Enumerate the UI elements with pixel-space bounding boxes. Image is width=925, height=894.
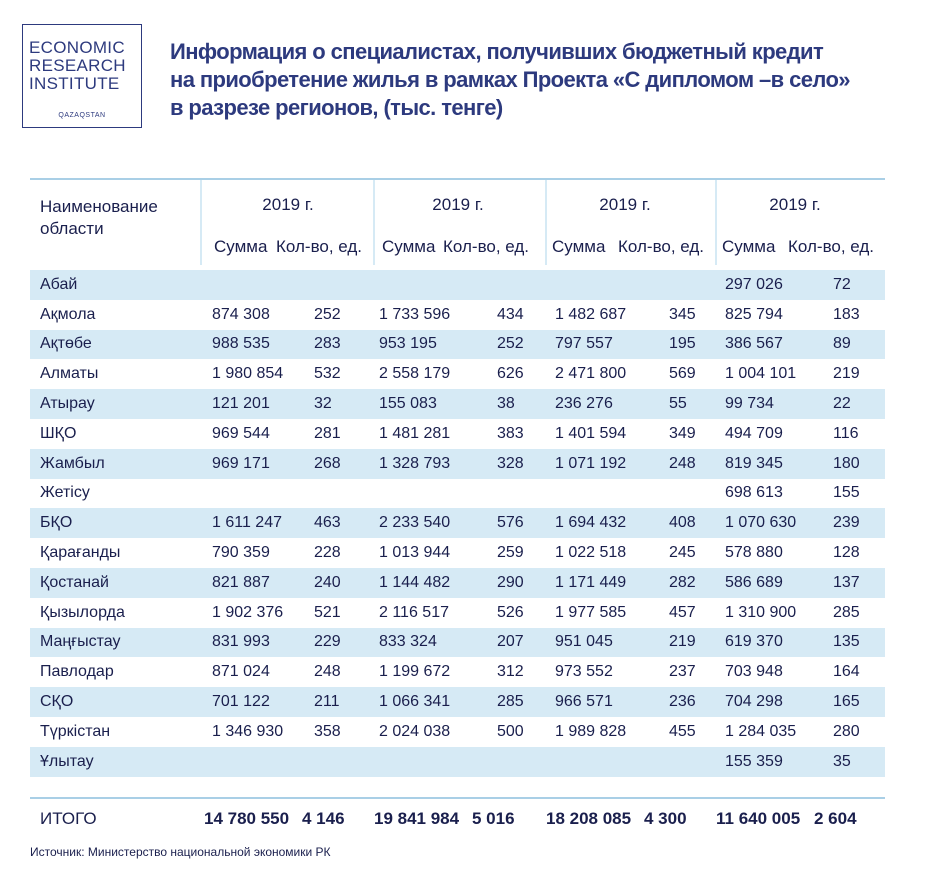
- count-cell: 72: [815, 270, 885, 300]
- region-name: Қызылорда: [40, 603, 125, 621]
- region-name: Ұлытау: [30, 747, 200, 777]
- count-cell: 240: [298, 568, 373, 598]
- count-cell: [645, 270, 717, 300]
- count-cell: 455: [669, 722, 696, 740]
- count-cell: 211: [298, 687, 373, 717]
- sum-cell: 874 308: [212, 305, 270, 323]
- sum-cell: 953 195: [373, 330, 473, 360]
- total-value: 5 016: [472, 809, 515, 828]
- count-cell: 245: [669, 544, 696, 562]
- count-cell: 259: [497, 544, 524, 562]
- header-sum: Сумма: [722, 237, 776, 256]
- sum-cell: [200, 270, 298, 300]
- count-cell: 195: [645, 330, 717, 360]
- region-name: Маңғыстау: [30, 628, 200, 658]
- total-value: 14 780 550: [204, 809, 290, 828]
- table-row: [30, 359, 885, 389]
- region-name: Түркістан: [40, 722, 111, 740]
- header-count: Кол-во, ед.: [276, 237, 363, 256]
- column-divider: [545, 180, 547, 265]
- count-cell: 285: [833, 603, 860, 621]
- region-name: Қостанай: [30, 568, 200, 598]
- sum-cell: 988 535: [200, 330, 298, 360]
- header-sum: Сумма: [214, 237, 268, 256]
- count-cell: 576: [473, 508, 545, 538]
- count-cell: 252: [473, 330, 545, 360]
- header-sum: Сумма: [382, 237, 436, 256]
- sum-cell: 1 071 192: [545, 449, 645, 479]
- sum-cell: 1 171 449: [545, 568, 645, 598]
- header-year-1: 2019 г.: [262, 195, 314, 214]
- count-cell: 268: [298, 449, 373, 479]
- sum-cell: 703 948: [725, 663, 783, 681]
- sum-cell: 1 328 793: [373, 449, 473, 479]
- count-cell: 569: [669, 365, 696, 383]
- table-row: [30, 330, 885, 360]
- table-row: [30, 508, 885, 538]
- count-cell: 236: [645, 687, 717, 717]
- sum-cell: 831 993: [200, 628, 298, 658]
- count-cell: 219: [645, 628, 717, 658]
- sum-cell: 578 880: [725, 544, 783, 562]
- table-top-rule: [30, 178, 885, 180]
- count-cell: 526: [497, 603, 524, 621]
- total-value: 11 640 005: [716, 809, 801, 828]
- sum-cell: 1 199 672: [379, 663, 451, 681]
- header-name-line-2: области: [40, 219, 104, 238]
- sum-cell: 494 709: [725, 424, 783, 442]
- header-count: Кол-во, ед.: [618, 237, 705, 256]
- table-row: [30, 687, 885, 717]
- count-cell: [473, 270, 545, 300]
- region-name: Атырау: [30, 389, 200, 419]
- total-value: 18 208 085: [546, 809, 632, 828]
- count-cell: 521: [314, 603, 341, 621]
- sum-cell: 2 024 038: [379, 722, 451, 740]
- count-cell: 248: [314, 663, 341, 681]
- count-cell: 345: [669, 305, 696, 323]
- sum-cell: [200, 747, 298, 777]
- count-cell: 283: [298, 330, 373, 360]
- table-row: [30, 300, 885, 330]
- sum-cell: 797 557: [545, 330, 645, 360]
- count-cell: [645, 479, 717, 509]
- table-row: [30, 717, 885, 747]
- header-year-2: 2019 г.: [432, 195, 484, 214]
- sum-cell: [545, 747, 645, 777]
- count-cell: 532: [314, 365, 341, 383]
- sum-cell: 701 122: [200, 687, 298, 717]
- sum-cell: 790 359: [212, 544, 270, 562]
- sum-cell: 155 359: [717, 747, 815, 777]
- sum-cell: 1 989 828: [555, 722, 627, 740]
- region-name: Қарағанды: [40, 544, 121, 562]
- table-row: [30, 449, 885, 479]
- count-cell: [473, 747, 545, 777]
- region-name: Ақмола: [40, 305, 96, 323]
- header-year-3: 2019 г.: [599, 195, 651, 214]
- total-row: [30, 797, 885, 839]
- sum-cell: 1 310 900: [725, 603, 797, 621]
- sum-cell: 1 401 594: [555, 424, 627, 442]
- count-cell: 165: [815, 687, 885, 717]
- count-cell: 463: [298, 508, 373, 538]
- sum-cell: 1 977 585: [555, 603, 627, 621]
- sum-cell: 1 022 518: [555, 544, 627, 562]
- sum-cell: [200, 479, 298, 509]
- sum-cell: 1 482 687: [555, 305, 627, 323]
- sum-cell: 871 024: [212, 663, 270, 681]
- count-cell: 500: [497, 722, 524, 740]
- count-cell: [645, 747, 717, 777]
- count-cell: 164: [833, 663, 860, 681]
- region-name: БҚО: [30, 508, 200, 538]
- sum-cell: 586 689: [717, 568, 815, 598]
- source-note: Источник: Министерство национальной экономики РК: [30, 845, 331, 859]
- sum-cell: 1 980 854: [212, 365, 284, 383]
- region-name: ШҚО: [40, 424, 77, 442]
- count-cell: 180: [815, 449, 885, 479]
- logo-sub: QAZAQSTAN: [58, 112, 106, 119]
- sum-cell: 619 370: [717, 628, 815, 658]
- count-cell: 183: [833, 305, 860, 323]
- sum-cell: 1 733 596: [379, 305, 451, 323]
- count-cell: 280: [833, 722, 860, 740]
- sum-cell: 1 144 482: [373, 568, 473, 598]
- count-cell: 207: [473, 628, 545, 658]
- region-name: Алматы: [40, 365, 99, 383]
- sum-cell: 821 887: [200, 568, 298, 598]
- count-cell: 135: [815, 628, 885, 658]
- header-count: Кол-во, ед.: [788, 237, 875, 256]
- header-name-line-1: Наименование: [40, 197, 158, 216]
- sum-cell: 698 613: [725, 484, 783, 502]
- count-cell: 32: [298, 389, 373, 419]
- sum-cell: 973 552: [555, 663, 613, 681]
- count-cell: 434: [497, 305, 524, 323]
- table-row: [30, 598, 885, 628]
- sum-cell: 121 201: [200, 389, 298, 419]
- count-cell: 55: [645, 389, 717, 419]
- sum-cell: [373, 270, 473, 300]
- count-cell: 239: [815, 508, 885, 538]
- title-line-3: в разрезе регионов, (тыс. тенге): [170, 95, 503, 120]
- sum-cell: 2 558 179: [379, 365, 451, 383]
- count-cell: 285: [473, 687, 545, 717]
- logo-line-3: INSTITUTE: [29, 74, 120, 93]
- sum-cell: 1 481 281: [379, 424, 451, 442]
- total-value: 4 300: [644, 809, 687, 828]
- title-line-2: на приобретение жилья в рамках Проекта «С дипломом –в село»: [170, 67, 850, 92]
- count-cell: 128: [833, 544, 860, 562]
- sum-cell: 2 116 517: [379, 603, 449, 621]
- total-value: 19 841 984: [374, 809, 460, 828]
- sum-cell: 704 298: [717, 687, 815, 717]
- header-count: Кол-во, ед.: [443, 237, 530, 256]
- sum-cell: [545, 479, 645, 509]
- table-row: [30, 538, 885, 568]
- sum-cell: 1 346 930: [212, 722, 284, 740]
- count-cell: 155: [833, 484, 860, 502]
- sum-cell: 1 013 944: [379, 544, 451, 562]
- count-cell: [298, 479, 373, 509]
- count-cell: [473, 479, 545, 509]
- table-row: [30, 657, 885, 687]
- count-cell: [298, 747, 373, 777]
- count-cell: 229: [298, 628, 373, 658]
- count-cell: 35: [815, 747, 885, 777]
- logo-line-1: ECONOMIC: [29, 38, 125, 57]
- region-name: Ақтөбе: [30, 330, 200, 360]
- sum-cell: 1 694 432: [545, 508, 645, 538]
- data-table: [30, 270, 885, 777]
- count-cell: 349: [669, 424, 696, 442]
- header-sum: Сумма: [552, 237, 606, 256]
- count-cell: 219: [833, 365, 860, 383]
- total-value: 2 604: [814, 809, 857, 828]
- sum-cell: 825 794: [725, 305, 783, 323]
- sum-cell: 1 066 341: [373, 687, 473, 717]
- page-title: [170, 38, 890, 122]
- sum-cell: 99 734: [717, 389, 815, 419]
- sum-cell: 297 026: [717, 270, 815, 300]
- column-divider: [200, 180, 202, 265]
- count-cell: 626: [497, 365, 524, 383]
- table-row: [30, 568, 885, 598]
- count-cell: 22: [815, 389, 885, 419]
- table-row: [30, 479, 885, 509]
- table-row: [30, 419, 885, 449]
- count-cell: 137: [815, 568, 885, 598]
- title-line-1: Информация о специалистах, получивших бюджетный кредит: [170, 39, 824, 64]
- count-cell: 228: [314, 544, 341, 562]
- count-cell: 248: [645, 449, 717, 479]
- count-cell: 358: [314, 722, 341, 740]
- sum-cell: 969 544: [212, 424, 270, 442]
- sum-cell: 969 171: [200, 449, 298, 479]
- table-row: [30, 747, 885, 777]
- total-value: 4 146: [302, 809, 345, 828]
- sum-cell: 386 567: [717, 330, 815, 360]
- count-cell: 237: [669, 663, 696, 681]
- sum-cell: 1 611 247: [200, 508, 298, 538]
- logo: [22, 24, 142, 128]
- column-divider: [715, 180, 717, 265]
- column-divider: [373, 180, 375, 265]
- count-cell: 252: [314, 305, 341, 323]
- count-cell: 290: [473, 568, 545, 598]
- sum-cell: 2 471 800: [555, 365, 627, 383]
- sum-cell: 951 045: [545, 628, 645, 658]
- sum-cell: 1 004 101: [725, 365, 797, 383]
- sum-cell: 1 902 376: [212, 603, 284, 621]
- table-row: [30, 270, 885, 300]
- header-year-4: 2019 г.: [769, 195, 821, 214]
- region-name: Жетісу: [40, 484, 90, 502]
- sum-cell: [373, 747, 473, 777]
- region-name: Павлодар: [40, 663, 114, 681]
- count-cell: 408: [645, 508, 717, 538]
- total-label: ИТОГО: [40, 809, 97, 828]
- sum-cell: 1 070 630: [717, 508, 815, 538]
- count-cell: 281: [314, 424, 341, 442]
- sum-cell: 2 233 540: [373, 508, 473, 538]
- table-row: [30, 389, 885, 419]
- sum-cell: [545, 270, 645, 300]
- count-cell: 328: [473, 449, 545, 479]
- count-cell: 116: [833, 424, 859, 442]
- count-cell: 282: [645, 568, 717, 598]
- region-name: СҚО: [30, 687, 200, 717]
- logo-line-2: RESEARCH: [29, 56, 126, 75]
- region-name: Жамбыл: [30, 449, 200, 479]
- count-cell: [298, 270, 373, 300]
- sum-cell: 966 571: [545, 687, 645, 717]
- sum-cell: 1 284 035: [725, 722, 797, 740]
- sum-cell: [373, 479, 473, 509]
- header-region-name: [40, 196, 158, 240]
- sum-cell: 833 324: [373, 628, 473, 658]
- count-cell: 38: [473, 389, 545, 419]
- table-row: [30, 628, 885, 658]
- count-cell: 457: [669, 603, 696, 621]
- region-name: Абай: [30, 270, 200, 300]
- sum-cell: 819 345: [717, 449, 815, 479]
- count-cell: 383: [497, 424, 524, 442]
- count-cell: 89: [815, 330, 885, 360]
- count-cell: 312: [497, 663, 524, 681]
- sum-cell: 155 083: [373, 389, 473, 419]
- sum-cell: 236 276: [545, 389, 645, 419]
